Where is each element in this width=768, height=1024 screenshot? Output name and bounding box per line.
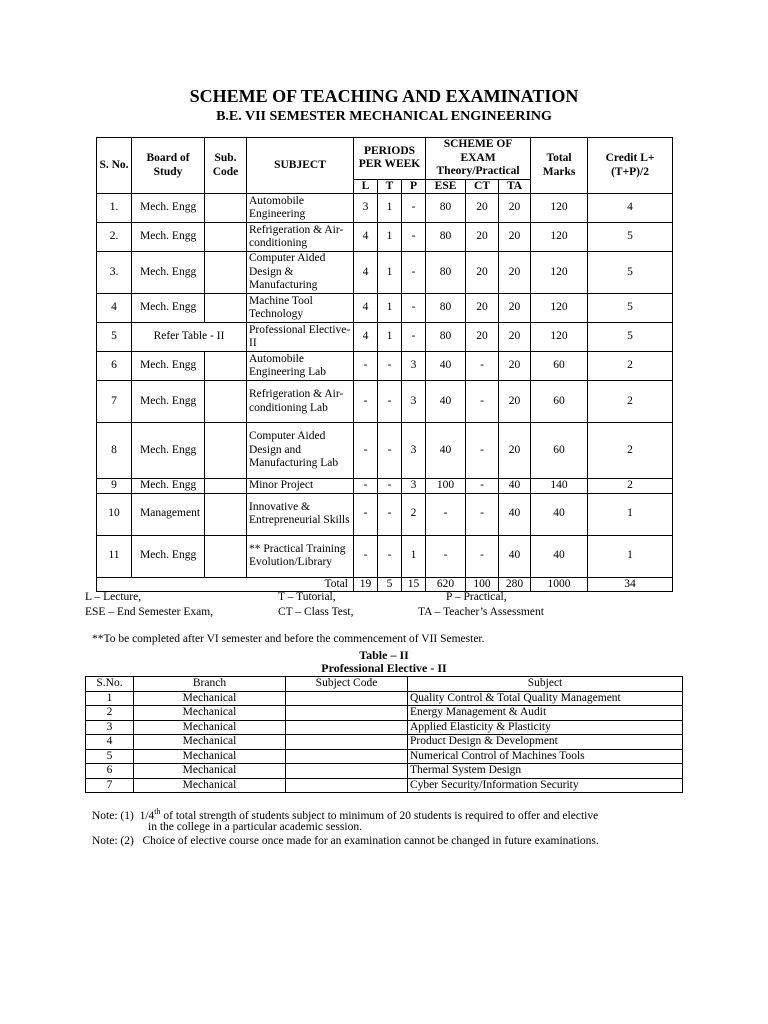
cell-credit: 2 (588, 479, 673, 494)
cell-subject: Cyber Security/Information Security (408, 778, 683, 793)
table-row (86, 706, 683, 721)
cell-branch: Mechanical (134, 764, 286, 779)
cell-l: 4 (354, 223, 378, 252)
cell-total: 120 (531, 194, 588, 223)
cell-ta: 20 (499, 194, 531, 223)
note-2 (92, 835, 599, 847)
total-row (97, 577, 673, 592)
table-row (86, 691, 683, 706)
cell-p: 3 (402, 423, 426, 479)
cell-code (205, 423, 247, 479)
elective-table (85, 676, 683, 793)
cell-sno: 7 (97, 381, 132, 423)
cell-sno: 5 (97, 323, 132, 352)
cell-board: Management (132, 493, 205, 535)
cell-p: 1 (402, 535, 426, 577)
cell-t: - (378, 535, 402, 577)
table-row (86, 764, 683, 779)
cell-ese: 40 (426, 352, 466, 381)
cell-code (205, 479, 247, 494)
cell-total: 40 (531, 535, 588, 577)
cell-sno: 1 (86, 691, 134, 706)
total-label: Total (97, 577, 354, 592)
cell-ct: 20 (466, 252, 499, 294)
header-ese: ESE (426, 179, 466, 194)
footnote: **To be completed after VI semester and before the commencement of VII Semester. (92, 633, 485, 645)
cell-t: 1 (378, 223, 402, 252)
cell-ta: 20 (499, 323, 531, 352)
cell-l: - (354, 352, 378, 381)
cell-l: - (354, 479, 378, 494)
total-marks: 1000 (531, 577, 588, 592)
cell-ta: 40 (499, 535, 531, 577)
note-1-fraction: 1/4 (139, 809, 155, 822)
cell-board: Mech. Engg (132, 381, 205, 423)
cell-total: 120 (531, 252, 588, 294)
cell-ese: - (426, 493, 466, 535)
cell-l: 4 (354, 294, 378, 323)
cell-subject: Machine Tool Technology (247, 294, 354, 323)
cell-t: - (378, 352, 402, 381)
header-sno: S.No. (86, 677, 134, 692)
cell-credit: 1 (588, 535, 673, 577)
cell-subject: Refrigeration & Air-conditioning (247, 223, 354, 252)
cell-p: 2 (402, 493, 426, 535)
cell-board: Mech. Engg (132, 194, 205, 223)
cell-code (205, 194, 247, 223)
cell-ta: 20 (499, 252, 531, 294)
cell-ta: 20 (499, 381, 531, 423)
cell-total: 140 (531, 479, 588, 494)
cell-ta: 20 (499, 352, 531, 381)
cell-sno: 10 (97, 493, 132, 535)
header-credit: Credit L+(T+P)/2 (588, 138, 673, 194)
cell-credit: 5 (588, 294, 673, 323)
cell-sno: 11 (97, 535, 132, 577)
note-2-label: Note: (2) (92, 835, 134, 847)
cell-ct: - (466, 493, 499, 535)
cell-credit: 4 (588, 194, 673, 223)
cell-l: 4 (354, 323, 378, 352)
cell-board: Mech. Engg (132, 223, 205, 252)
table-row (86, 778, 683, 793)
cell-subject: Numerical Control of Machines Tools (408, 749, 683, 764)
cell-ta: 40 (499, 479, 531, 494)
cell-board: Mech. Engg (132, 535, 205, 577)
table-row (86, 749, 683, 764)
header-scheme: SCHEME OF EXAM Theory/Practical (426, 138, 531, 180)
total-ese: 620 (426, 577, 466, 592)
cell-branch: Mechanical (134, 691, 286, 706)
table-row (97, 352, 673, 381)
header-periods: PERIODS PER WEEK (354, 138, 426, 180)
note-1-continued: in the college in a particular academic session. (148, 821, 362, 833)
cell-code (205, 535, 247, 577)
total-ct: 100 (466, 577, 499, 592)
header-t: T (378, 179, 402, 194)
cell-total: 120 (531, 323, 588, 352)
cell-subject: Computer Aided Design and Manufacturing Lab (247, 423, 354, 479)
cell-t: 1 (378, 323, 402, 352)
cell-code (286, 691, 408, 706)
cell-code (205, 493, 247, 535)
cell-sno: 5 (86, 749, 134, 764)
cell-ese: 80 (426, 223, 466, 252)
cell-ct: - (466, 479, 499, 494)
cell-p: 3 (402, 381, 426, 423)
cell-subject: Automobile Engineering (247, 194, 354, 223)
cell-code (205, 294, 247, 323)
cell-ct: - (466, 352, 499, 381)
cell-code (286, 706, 408, 721)
cell-board: Mech. Engg (132, 252, 205, 294)
cell-board: Mech. Engg (132, 479, 205, 494)
table-row (97, 493, 673, 535)
cell-p: - (402, 252, 426, 294)
page-subtitle: B.E. VII SEMESTER MECHANICAL ENGINEERING (216, 109, 552, 124)
note-1-text: of total strength of students subject to minimum of 20 students is required to offer and elective (160, 809, 599, 822)
cell-t: 1 (378, 294, 402, 323)
cell-subject: Professional Elective-II (247, 323, 354, 352)
header-branch: Branch (134, 677, 286, 692)
page-title: SCHEME OF TEACHING AND EXAMINATION (189, 86, 579, 106)
cell-code (286, 778, 408, 793)
cell-code (286, 764, 408, 779)
header-subject-code: Subject Code (286, 677, 408, 692)
cell-credit: 2 (588, 381, 673, 423)
cell-subject: Refrigeration & Air-conditioning Lab (247, 381, 354, 423)
cell-t: - (378, 479, 402, 494)
note-1-label: Note: (1) (92, 809, 134, 822)
legend-ct: CT – Class Test, (278, 606, 354, 618)
cell-t: - (378, 493, 402, 535)
note-2-text: Choice of elective course once made for an examination cannot be changed in future examinations. (142, 835, 599, 847)
cell-total: 120 (531, 294, 588, 323)
cell-total: 40 (531, 493, 588, 535)
cell-t: 1 (378, 252, 402, 294)
cell-ta: 20 (499, 423, 531, 479)
cell-subject: ** Practical Training Evolution/Library (247, 535, 354, 577)
cell-ese: 40 (426, 381, 466, 423)
legend-practical: P – Practical, (446, 591, 507, 603)
table-row (97, 535, 673, 577)
cell-sno: 1. (97, 194, 132, 223)
cell-ct: 20 (466, 194, 499, 223)
cell-board: Refer Table - II (132, 323, 247, 352)
cell-branch: Mechanical (134, 735, 286, 750)
note-1-sup: th (154, 807, 161, 816)
table-row (97, 294, 673, 323)
cell-ta: 20 (499, 294, 531, 323)
cell-sno: 3 (86, 720, 134, 735)
cell-code (205, 223, 247, 252)
cell-branch: Mechanical (134, 749, 286, 764)
cell-board: Mech. Engg (132, 294, 205, 323)
cell-sno: 6 (86, 764, 134, 779)
cell-credit: 2 (588, 352, 673, 381)
header-ct: CT (466, 179, 499, 194)
header-board: Board of Study (132, 138, 205, 194)
header-subject: SUBJECT (247, 138, 354, 194)
cell-ese: 80 (426, 294, 466, 323)
cell-p: - (402, 194, 426, 223)
legend-ese: ESE – End Semester Exam, (85, 606, 214, 618)
cell-subject: Applied Elasticity & Plasticity (408, 720, 683, 735)
cell-branch: Mechanical (134, 720, 286, 735)
cell-ct: 20 (466, 323, 499, 352)
total-l: 19 (354, 577, 378, 592)
cell-credit: 2 (588, 423, 673, 479)
cell-code (286, 749, 408, 764)
cell-sno: 8 (97, 423, 132, 479)
legend-lecture: L – Lecture, (85, 591, 142, 603)
cell-sno: 9 (97, 479, 132, 494)
cell-code (205, 381, 247, 423)
cell-sno: 4 (86, 735, 134, 750)
total-ta: 280 (499, 577, 531, 592)
cell-l: - (354, 535, 378, 577)
cell-subject: Thermal System Design (408, 764, 683, 779)
cell-sno: 3. (97, 252, 132, 294)
cell-p: 3 (402, 352, 426, 381)
cell-p: - (402, 223, 426, 252)
cell-subject: Quality Control & Total Quality Management (408, 691, 683, 706)
cell-subject: Automobile Engineering Lab (247, 352, 354, 381)
cell-sno: 2. (97, 223, 132, 252)
cell-p: - (402, 294, 426, 323)
cell-credit: 1 (588, 493, 673, 535)
table-row (97, 423, 673, 479)
cell-code (205, 352, 247, 381)
cell-code (286, 720, 408, 735)
cell-credit: 5 (588, 323, 673, 352)
cell-sno: 2 (86, 706, 134, 721)
cell-t: - (378, 381, 402, 423)
cell-ct: 20 (466, 223, 499, 252)
cell-total: 60 (531, 352, 588, 381)
cell-l: - (354, 381, 378, 423)
table-row (86, 735, 683, 750)
table-row (97, 223, 673, 252)
cell-ese: 80 (426, 252, 466, 294)
cell-ta: 20 (499, 223, 531, 252)
cell-code (286, 735, 408, 750)
cell-subject: Product Design & Development (408, 735, 683, 750)
header-total: Total Marks (531, 138, 588, 194)
header-l: L (354, 179, 378, 194)
cell-sno: 4 (97, 294, 132, 323)
cell-branch: Mechanical (134, 706, 286, 721)
cell-ct: - (466, 535, 499, 577)
cell-total: 60 (531, 423, 588, 479)
header-sno: S. No. (97, 138, 132, 194)
cell-credit: 5 (588, 223, 673, 252)
table-row (97, 479, 673, 494)
cell-ese: 80 (426, 194, 466, 223)
cell-l: 4 (354, 252, 378, 294)
cell-sno: 7 (86, 778, 134, 793)
cell-l: - (354, 493, 378, 535)
cell-branch: Mechanical (134, 778, 286, 793)
table2-subtitle: Professional Elective - II (321, 661, 447, 675)
cell-ese: 40 (426, 423, 466, 479)
header-subject: Subject (408, 677, 683, 692)
table-row (97, 381, 673, 423)
header-ta: TA (499, 179, 531, 194)
cell-sno: 6 (97, 352, 132, 381)
cell-l: 3 (354, 194, 378, 223)
table-row (97, 323, 673, 352)
cell-p: - (402, 323, 426, 352)
cell-ct: - (466, 423, 499, 479)
cell-t: - (378, 423, 402, 479)
cell-ct: - (466, 381, 499, 423)
total-credit: 34 (588, 577, 673, 592)
cell-board: Mech. Engg (132, 423, 205, 479)
cell-board: Mech. Engg (132, 352, 205, 381)
header-p: P (402, 179, 426, 194)
cell-total: 60 (531, 381, 588, 423)
cell-ese: 100 (426, 479, 466, 494)
scheme-table (96, 137, 673, 592)
cell-subject: Energy Management & Audit (408, 706, 683, 721)
cell-subject: Innovative & Entrepreneurial Skills (247, 493, 354, 535)
cell-total: 120 (531, 223, 588, 252)
legend-ta: TA – Teacher’s Assessment (418, 606, 544, 618)
table2-title: Table – II (359, 648, 409, 662)
header-code: Sub. Code (205, 138, 247, 194)
cell-ct: 20 (466, 294, 499, 323)
table-row (97, 252, 673, 294)
cell-t: 1 (378, 194, 402, 223)
total-p: 15 (402, 577, 426, 592)
table-row (97, 194, 673, 223)
total-t: 5 (378, 577, 402, 592)
cell-credit: 5 (588, 252, 673, 294)
cell-ese: - (426, 535, 466, 577)
cell-subject: Minor Project (247, 479, 354, 494)
note-1 (92, 807, 598, 822)
legend-tutorial: T – Tutorial, (278, 591, 336, 603)
cell-ese: 80 (426, 323, 466, 352)
cell-l: - (354, 423, 378, 479)
table-row (86, 720, 683, 735)
cell-subject: Computer Aided Design & Manufacturing (247, 252, 354, 294)
cell-ta: 40 (499, 493, 531, 535)
cell-p: 3 (402, 479, 426, 494)
cell-code (205, 252, 247, 294)
